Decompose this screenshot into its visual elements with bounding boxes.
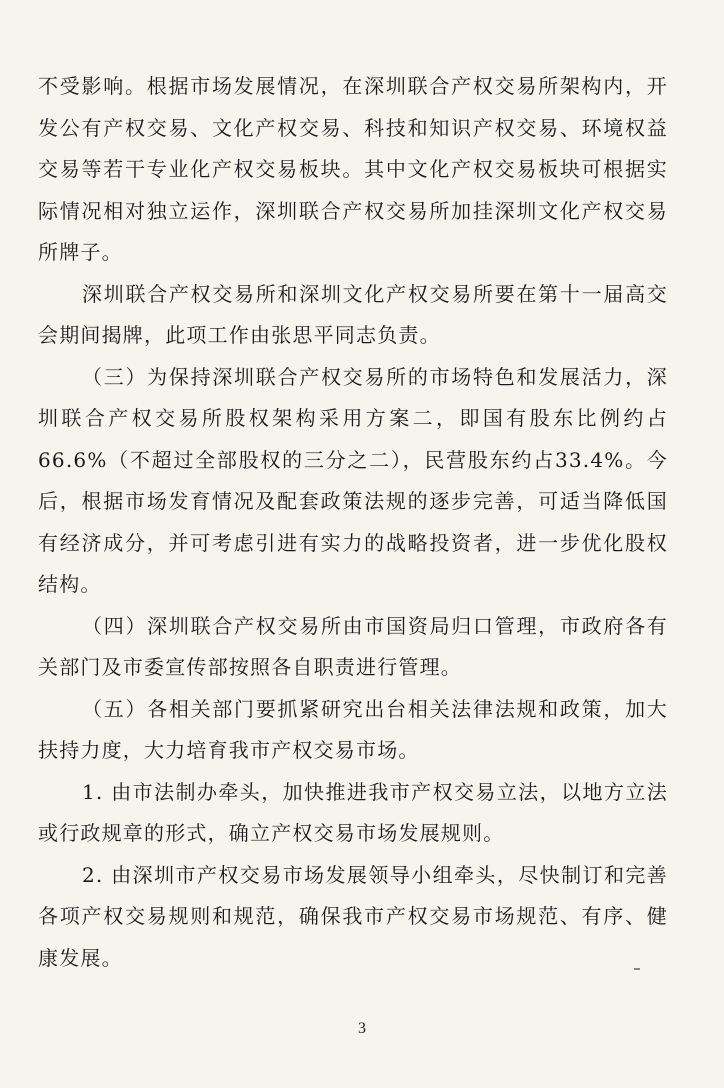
paragraph-section-3: （三）为保持深圳联合产权交易所的市场特色和发展活力，深圳联合产权交易所股权架构采用方案二，即国有股东比例约占66.6%（不超过全部股权的三分之二），民营股东约占33.4%。今后，根据市场发育情况及配套政策法规的逐步完善，可适当降低国有经济成分，并可考虑引进有实力的战略投资者，进一步优化股权结构。: [38, 364, 668, 596]
scan-speck: [634, 968, 640, 970]
document-body: [38, 66, 668, 979]
paragraph-unveiling: 深圳联合产权交易所和深圳文化产权交易所要在第十一届高交会期间揭牌，此项工作由张思平同志负责。: [38, 281, 668, 347]
paragraph-continuation: 不受影响。根据市场发展情况，在深圳联合产权交易所架构内，开发公有产权交易、文化产权交易、科技和知识产权交易、环境权益交易等若干专业化产权交易板块。其中文化产权交易板块可根据实际情况相对独立运作，深圳联合产权交易所加挂深圳文化产权交易所牌子。: [38, 74, 668, 264]
paragraph-section-5: （五）各相关部门要抓紧研究出台相关法律法规和政策，加大扶持力度，大力培育我市产权交易市场。: [38, 696, 668, 762]
paragraph-item-1: 1. 由市法制办牵头，加快推进我市产权交易立法，以地方立法或行政规章的形式，确立产权交易市场发展规则。: [38, 779, 668, 845]
page-number: 3: [358, 1020, 366, 1037]
paragraph-item-2: 2. 由深圳市产权交易市场发展领导小组牵头，尽快制订和完善各项产权交易规则和规范，确保我市产权交易市场规范、有序、健康发展。: [38, 862, 668, 970]
paragraph-section-4: （四）深圳联合产权交易所由市国资局归口管理，市政府各有关部门及市委宣传部按照各自职责进行管理。: [38, 613, 668, 679]
